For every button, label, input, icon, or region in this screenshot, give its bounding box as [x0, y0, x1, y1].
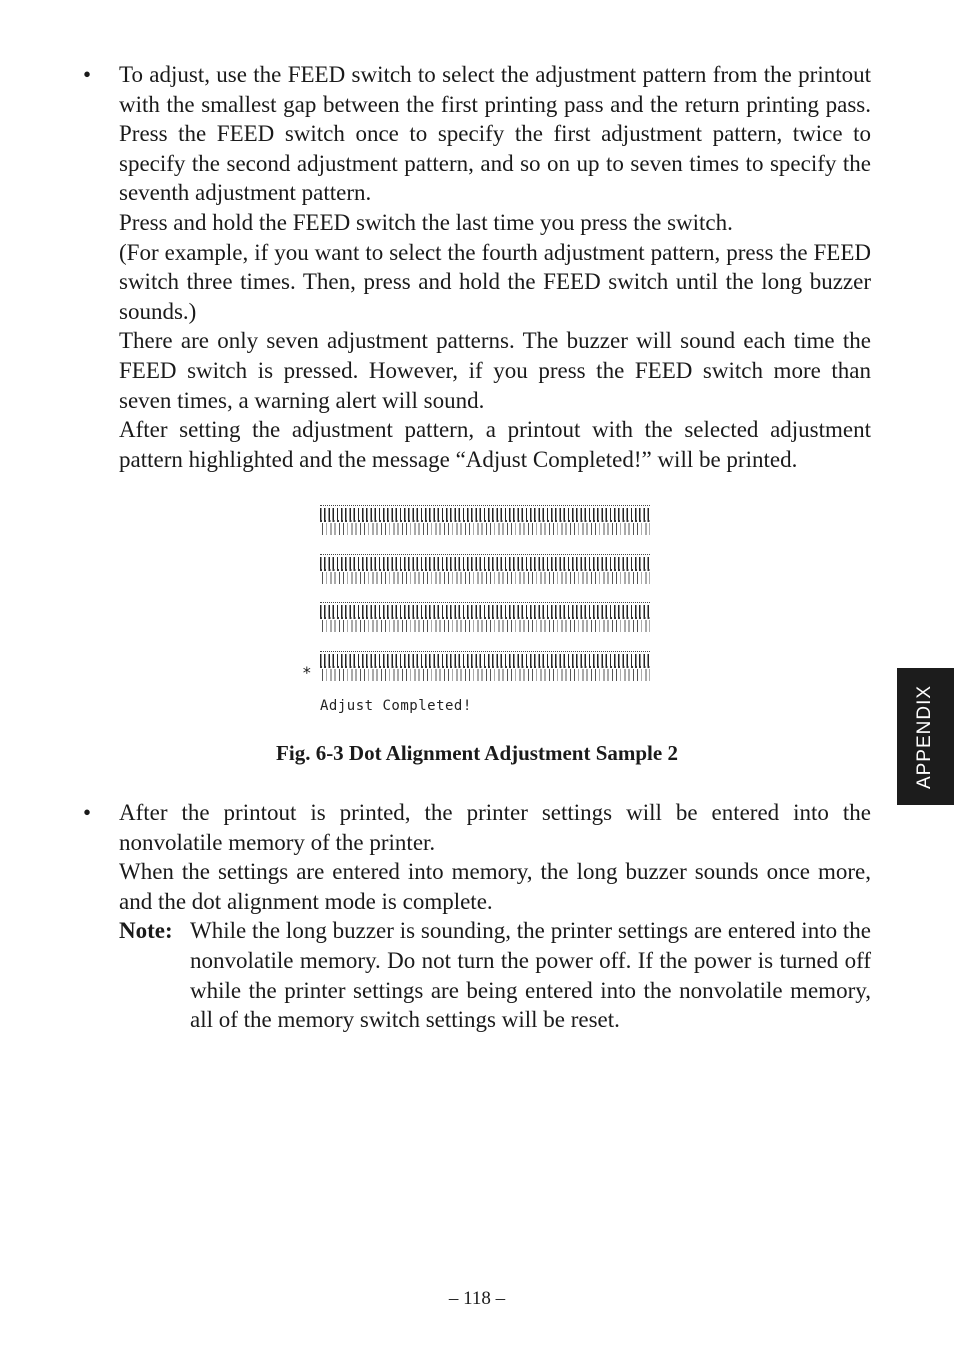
pattern-print: [320, 505, 650, 536]
bullet-marker: •: [83, 62, 92, 87]
note: [119, 916, 871, 1034]
note-text: While the long buzzer is sounding, the printer settings are entered into the nonvolatile memory. Do not turn the power off. If the power is turned off while the printer settings are being entered into the nonvolatile memory, all of the memory switch settings will be reset.: [190, 918, 871, 1033]
appendix-side-tab: [897, 668, 954, 805]
paragraph-seven-patterns: There are only seven adjustment patterns. The buzzer will sound each time the FEED switch is pressed. However, if you press the FEED switch more than seven times, a warning alert will sound.: [119, 328, 871, 413]
paragraph-example: (For example, if you want to select the fourth adjustment pattern, press the FEED switch three times. Then, press and hold the FEED switch until the long buzzer sounds.): [119, 239, 871, 324]
paragraph-adjust: To adjust, use the FEED switch to select the adjustment pattern from the printout with the smallest gap between the first printing pass and the return printing pass. Press the FEED switch once to specify the first adjustment pattern, twice to specify the second adjustment pattern, and so on up to seven times to specify the seventh adjustment pattern.: [119, 62, 871, 206]
paragraph-press-hold: Press and hold the FEED switch the last time you press the switch.: [119, 209, 733, 235]
pattern-print: [320, 554, 650, 585]
bullet-body: [119, 60, 871, 474]
adjust-completed-message: Adjust Completed!: [320, 698, 472, 714]
adjustment-pattern-4-selected: [300, 651, 660, 683]
selected-marker: *: [302, 663, 312, 682]
pattern-print: [320, 602, 650, 633]
page-number: – 118 –: [448, 1288, 506, 1309]
paragraph-after-setting: After setting the adjustment pattern, a printout with the selected adjustment pattern highlighted and the message “Adjust Completed!” will be printed.: [119, 417, 871, 472]
instructions-section: [80, 60, 871, 474]
side-tab-label: APPENDIX: [914, 684, 936, 789]
paragraph-after-printout: After the printout is printed, the printer settings will be entered into the nonvolatile memory of the printer.: [119, 800, 871, 855]
note-label: Note:: [119, 918, 173, 944]
completion-section: [80, 798, 871, 1035]
paragraph-settings-entered: When the settings are entered into memory, the long buzzer sounds once more, and the dot alignment mode is complete.: [119, 859, 871, 914]
bullet-item-adjust: [80, 60, 871, 474]
figure-caption: Fig. 6-3 Dot Alignment Adjustment Sample 2: [276, 741, 678, 765]
bullet-marker: •: [83, 800, 92, 825]
bullet-item-after-printout: [80, 798, 871, 1035]
pattern-print: [320, 651, 650, 682]
bullet-body: [119, 798, 871, 1035]
